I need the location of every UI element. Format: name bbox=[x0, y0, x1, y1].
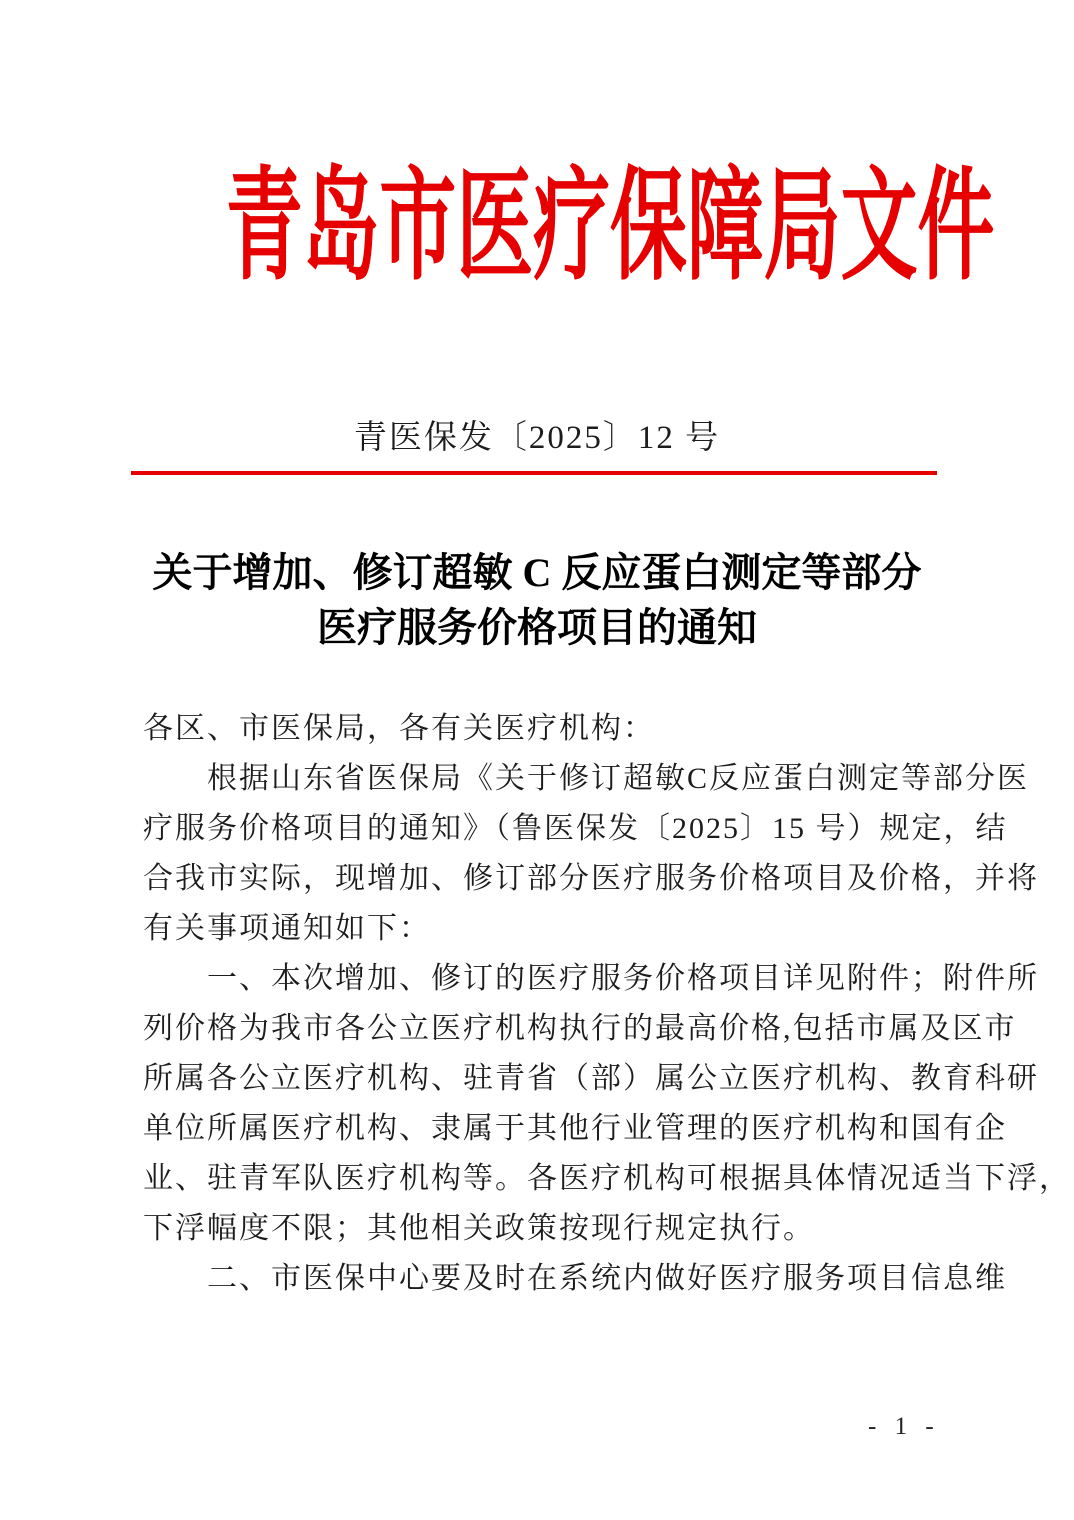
agency-title: 青岛市医疗保障局文件 bbox=[225, 160, 995, 295]
document-body bbox=[143, 704, 1071, 1304]
body-line: 单位所属医疗机构、隶属于其他行业管理的医疗机构和国有企 bbox=[143, 1112, 1007, 1145]
body-line: 根据山东省医保局《关于修订超敏C反应蛋白测定等部分医 bbox=[207, 762, 1030, 795]
document-title-line1: 关于增加、修订超敏 C 反应蛋白测定等部分 bbox=[152, 550, 922, 595]
body-line: 一、本次增加、修订的医疗服务价格项目详见附件；附件所 bbox=[207, 962, 1039, 995]
body-line: 下浮幅度不限；其他相关政策按现行规定执行。 bbox=[143, 1212, 815, 1245]
red-header-banner bbox=[0, 162, 1074, 294]
body-line: 二、市医保中心要及时在系统内做好医疗服务项目信息维 bbox=[207, 1262, 1007, 1295]
body-line: 有关事项通知如下： bbox=[143, 912, 431, 945]
document-title-line2: 医疗服务价格项目的通知 bbox=[317, 605, 757, 650]
body-line: 合我市实际，现增加、修订部分医疗服务价格项目及价格，并将 bbox=[143, 862, 1039, 895]
body-line: 所属各公立医疗机构、驻青省（部）属公立医疗机构、教育科研 bbox=[143, 1062, 1039, 1095]
body-line: 业、驻青军队医疗机构等。各医疗机构可根据具体情况适当下浮， bbox=[143, 1162, 1071, 1195]
doc-number: 青医保发〔2025〕12 号 bbox=[353, 420, 721, 456]
page-number: - 1 - bbox=[868, 1413, 936, 1440]
red-divider-line bbox=[131, 471, 937, 475]
body-line: 列价格为我市各公立医疗机构执行的最高价格,包括市属及区市 bbox=[143, 1012, 1017, 1045]
document-title bbox=[0, 545, 1074, 655]
salutation-line: 各区、市医保局，各有关医疗机构： bbox=[143, 712, 655, 745]
body-line: 疗服务价格项目的通知》（鲁医保发〔2025〕15 号）规定，结 bbox=[143, 812, 1008, 845]
